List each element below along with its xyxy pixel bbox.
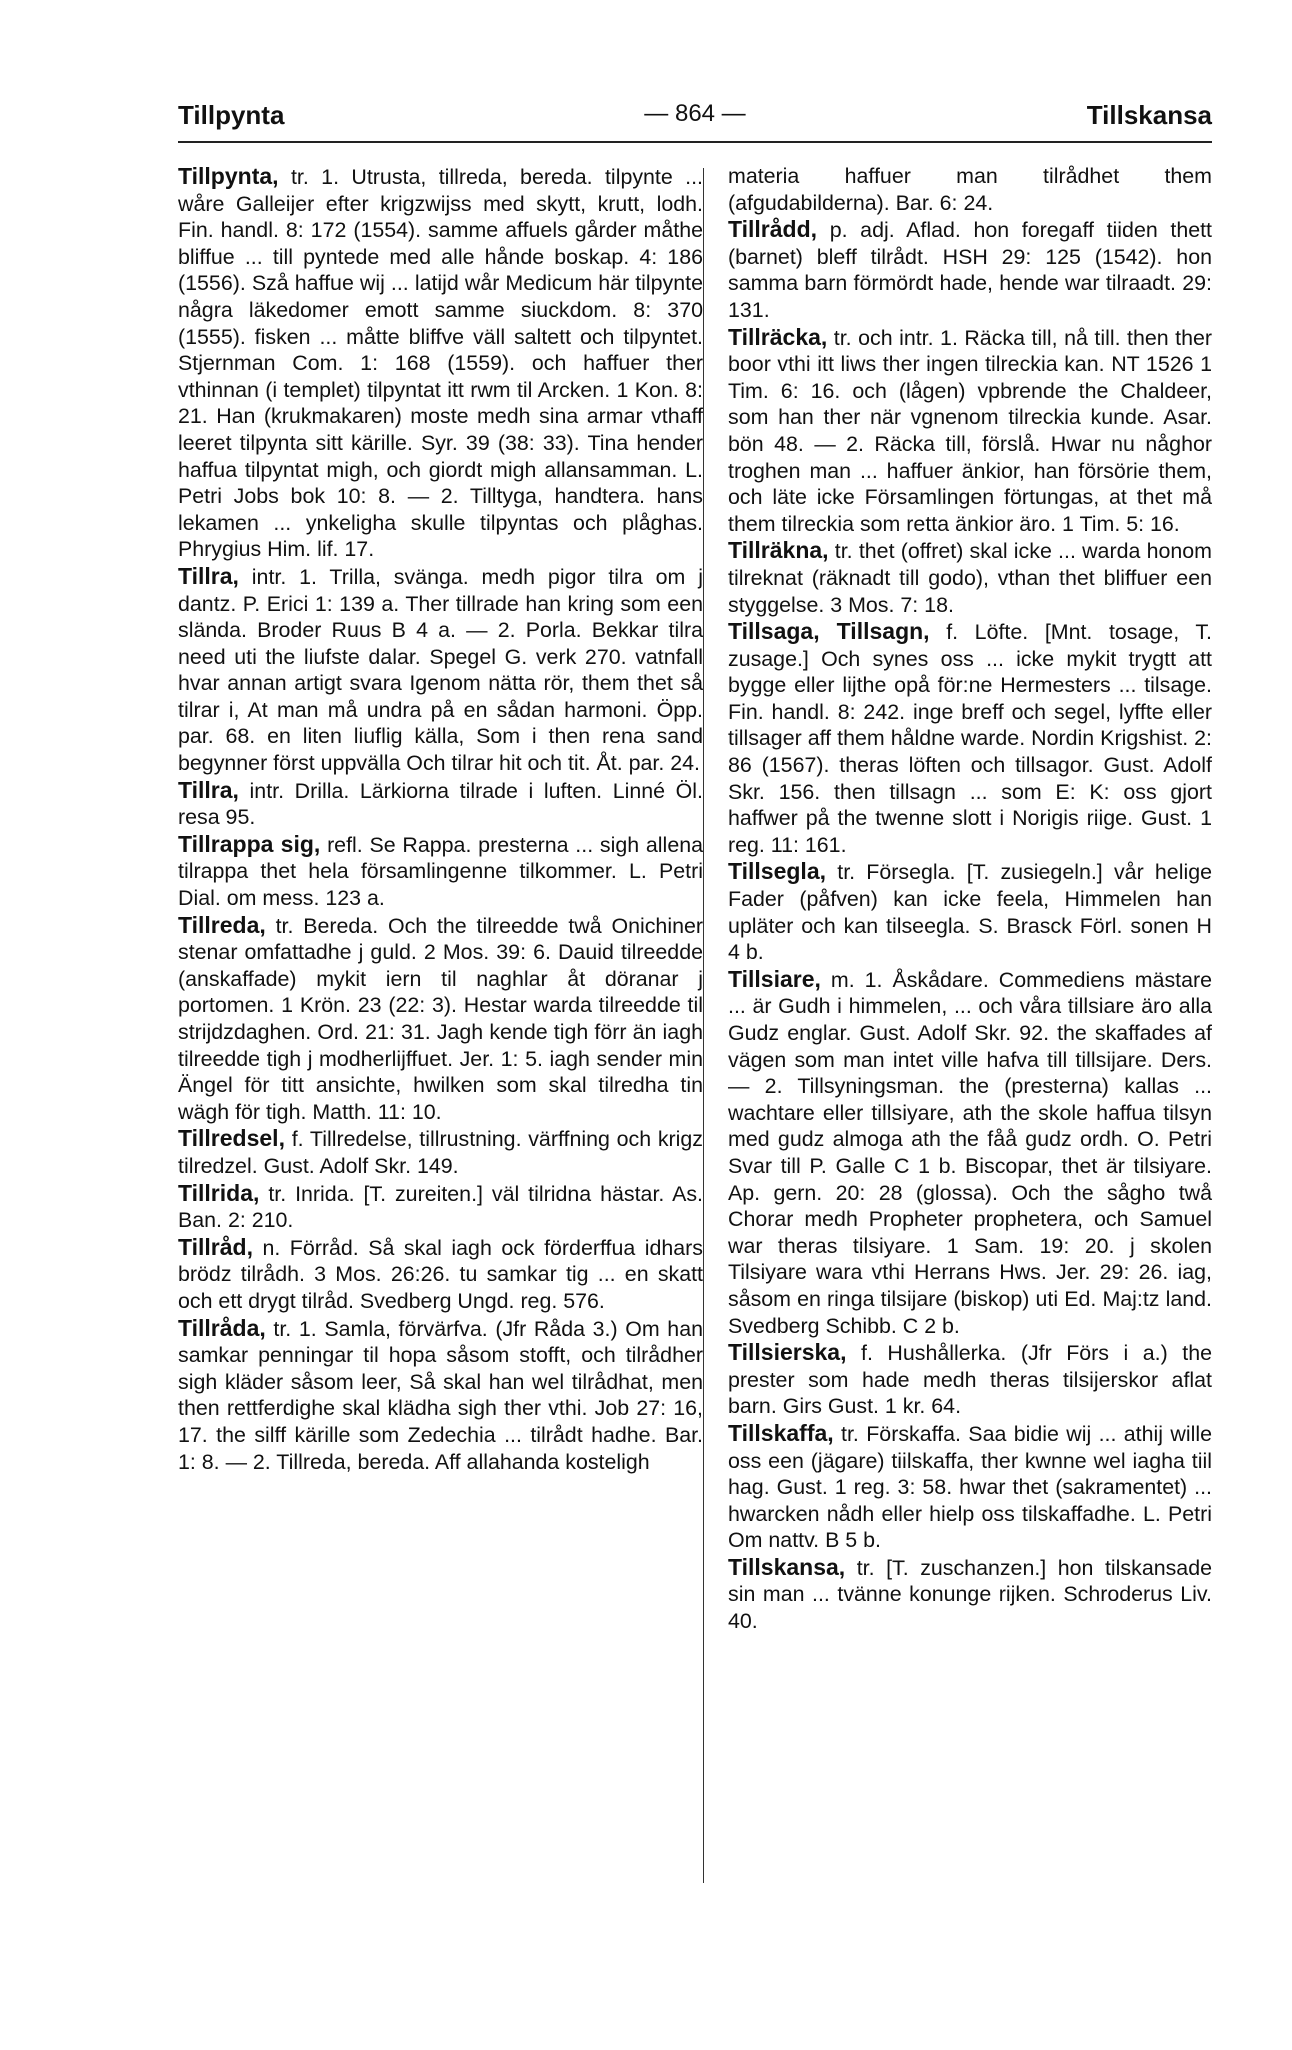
headword: Tillreda, [178,911,266,938]
dictionary-entry [728,858,1212,965]
dictionary-entry [728,216,1212,323]
entry-text: tr. thet (offret) skal icke ... warda honom tilreknat (räknadt till godo), vthan thet bliffuer een styggelse. 3 Mos. 7: 18. [728,539,1212,617]
headword: Tillskansa, [728,1553,846,1580]
entry-text: p. adj. Aflad. hon foregaff tiiden thett (barnet) bleff tilrådt. HSH 29: 125 (1542). hon samma barn förmördt hade, hende war tilraadt. 29: 131. [728,218,1212,322]
dictionary-entry [728,537,1212,618]
dictionary-entry [178,1125,703,1179]
headword: Tillråd, [178,1233,253,1260]
entry-text: tr. Inrida. [T. zureiten.] väl tilridna hästar. As. Ban. 2: 210. [178,1181,703,1233]
headword: Tillråda, [178,1314,266,1341]
headword: Tillsegla, [728,858,827,885]
dictionary-entry-continued [728,163,1212,216]
dictionary-entry [728,1339,1212,1420]
entry-text: intr. 1. Trilla, svänga. medh pigor tilra om j dantz. P. Erici 1: 139 a. Ther tillrade han kring som een slända. Broder Ruus B 4 a. — 2. Porla. Bekkar tilra need uti the liufste dalar. Spegel G. verk 270. vatnfall hvar annan artigt svara Igenom nätta rör, them thet så tilrar i, At man må undra på en sådan harmoni. Öpp. par. 68. en liten liuflig källa, Som i then rena sand begynner först uppvälla Och tilrar hit och tit. Åt. par. 24. [178,564,703,776]
dictionary-entry [178,831,703,912]
dictionary-entry [178,563,703,777]
entry-text: f. Hushållerka. (Jfr Förs i a.) the prester som hade medh theras tilsijerskor aflat barn. Girs Gust. 1 kr. 64. [728,1341,1212,1419]
entry-text: tr. Bereda. Och the tilreedde twå Onichiner stenar omfattadhe j guld. 2 Mos. 39: 6. Dauid tilreedde (anskaffade) mykit iern til naghlar åt döranar j portomen. 1 Krön. 23 (22: 3). Hestar warda tilreedde til strijdzdaghen. Ord. 21: 31. Jagh kende tigh förr än iagh tilreedde tigh j modherlijffuet. Jer. 1: 5. iagh sender min Ängel för titt ansichte, hwilken som skal tilredha tin wägh för tigh. Matth. 11: 10. [178,913,703,1124]
dictionary-entry [728,1420,1212,1554]
page-header [178,100,1212,140]
dictionary-entry [728,1554,1212,1635]
entry-text: intr. Drilla. Lärkiorna tilrade i luften. Linné Öl. resa 95. [178,778,703,830]
headword: Tillskaffa, [728,1419,834,1446]
dictionary-entry [178,777,703,831]
dictionary-entry [178,1180,703,1234]
entry-text: m. 1. Åskådare. Commediens mästare ... är Gudh i himmelen, ... och våra tillsiare äro alla Gudz englar. Gust. Adolf Skr. 92. the skaffades af vägen som man intet ville hafva till tillsijare. Ders. — 2. Tillsyningsman. the (presterna) kallas ... wachtare eller tillsiyare, ath the skole haffua tilsyn med gudz almoga ath the fåå gudz ordh. O. Petri Svar till P. Galle C 1 b. Biscopar, thet är tilsiyare. Ap. gern. 20: 28 (glossa). Och the sågho twå Chorar medh Propheter prophetera, och Samuel war theras tilsiyare. 1 Sam. 19: 20. j skolen Tilsiyare wara vthi Herrans Hws. Jer. 29: 26. iag, såsom en ringa tilsijare (biskop) uti Ed. Maj:tz land. Svedberg Schibb. C 2 b. [728,967,1212,1338]
left-column [178,163,703,1475]
column-divider [703,168,704,1883]
dictionary-entry [728,966,1212,1339]
entry-text: f. Tillredelse, tillrustning. värffning och krigz tilredzel. Gust. Adolf Skr. 149. [178,1127,703,1178]
dictionary-entry [178,912,703,1126]
entry-text: f. Löfte. [Mnt. tosage, T. zusage.] Och synes oss ... icke mykit trygtt att bygge eller lijthe opå för:ne Hermesters ... tilsage. Fin. handl. 8: 242. inge breff och segel, lyffte eller tillsager aff them håldne warde. Nordin Krigshist. 2: 86 (1567). theras löften och tillsagor. Gust. Adolf Skr. 156. then tillsagn ... som E: K: oss gjort haffwer på the twenne slott i Norigis riige. Gust. 1 reg. 11: 161. [728,620,1213,857]
headword: Tillra, [178,562,239,589]
headword: Tillrådd, [728,216,818,243]
headword: Tillsaga, Tillsagn, [728,618,930,645]
entry-text: refl. Se Rappa. presterna ... sigh allena tilrappa thet hela församlingenne tilkommer. L. Petri Dial. om mess. 123 a. [178,832,704,911]
entry-text: tr. och intr. 1. Räcka till, nå till. then ther boor vthi itt liws ther ingen tilreckia kan. NT 1526 1 Tim. 6: 16. och (lågen) vpbrende the Chaldeer, som han ther när vgnenom tilreckia kunde. Asar. bön 48. — 2. Räcka till, förslå. Hwar nu någhor troghen man ... haffuer änkior, han försörie them, och läte icke Församlingen förtungas, at thet må them tilreckia som retta änkior äro. 1 Tim. 5: 16. [728,325,1212,536]
headword: Tillpynta, [178,163,279,189]
entry-text: tr. 1. Utrusta, tillreda, bereda. tilpynte ... wåre Galleijer efter krigzwijss med skytt, krutt, lodh. Fin. handl. 8: 172 (1554). samme affuels gårder måthe bliffue ... till pyntede med alle hånde boskap. 4: 186 (1556). Szå haffue wij ... latijd wår Medicum här tilpynte några läkedomer emott samme siuckdom. 8: 370 (1555). fisken ... måtte bliffve väll saltett och tilpyntet. Stjernman Com. 1: 168 (1559). och haffuer ther vthinnan (i templet) tilpyntat itt rwm til Arcken. 1 Kon. 8: 21. Han (krukmakaren) moste medh sina armar vthaff leeret tilpynta sitt kärille. Syr. 39 (38: 33). Tina hender haffua tilpyntat migh, och giordt migh allansamman. L. Petri Jobs bok 10: 8. — 2. Tilltyga, handtera. hans lekamen ... ynkeligha skulle tilpyntas och plåghas. Phrygius Him. lif. 17. [178,165,703,562]
dictionary-entry [178,163,703,563]
headword: Tillsiare, [728,965,821,992]
headword: Tillra, [178,776,239,803]
entry-text: tr. Försegla. [T. zusiegeln.] vår helige Fader (påfven) kan icke feela, Himmelen han upläter och kan tilseegla. S. Brasck Förl. sonen H 4 b. [728,860,1213,965]
headword: Tillredsel, [178,1125,285,1152]
running-head-right: Tillskansa [1086,100,1212,130]
dictionary-entry [178,1234,703,1315]
right-column [728,163,1212,1635]
headword: Tillräcka, [728,323,828,350]
entry-text: tr. Förskaffa. Saa bidie wij ... athij wille oss een (jägare) tiilskaffa, ther kwnne wel iagha tiil hag. Gust. 1 reg. 3: 58. hwar thet (sakramentet) ... hwarcken nådh eller hielp oss tilskaffadhe. L. Petri Om nattv. B 5 b. [728,1421,1212,1553]
headword: Tillräkna, [728,537,829,564]
dictionary-entry [728,324,1212,538]
entry-text: tr. 1. Samla, förvärfva. (Jfr Råda 3.) Om han samkar penningar til hopa såsom stofft, och tilrådher sigh kläder såsom leer, Så skal han wel tilrådhat, men then rettferdighe skal klädha sigh ther vthi. Job 27: 16, 17. the silff kärille som Zedechia ... tilrådt hadhe. Bar. 1: 8. — 2. Tillreda, bereda. Aff allahanda kosteligh [178,1316,703,1474]
running-head-left: Tillpynta [178,100,285,130]
header-rule [178,141,1212,143]
headword: Tillrida, [178,1179,260,1206]
headword: Tillsierska, [728,1339,847,1366]
entry-text: n. Förråd. Så skal iagh ock förderffua idhars brödz tilrådh. 3 Mos. 26:26. tu samkar tig ... en skatt och ett drygt tilråd. Svedberg Ungd. reg. 576. [178,1235,703,1313]
entry-text: tr. [T. zuschanzen.] hon tilskansade sin man ... tvänne konunge rijken. Schroderus Liv. 40. [728,1555,1212,1634]
page-number: — 864 — [644,100,746,127]
headword: Tillrappa sig, [178,830,321,857]
dictionary-entry [178,1315,703,1476]
entry-text: materia haffuer man tilrådhet them (afgudabilderna). Bar. 6: 24. [728,164,1212,215]
dictionary-entry [728,618,1212,858]
